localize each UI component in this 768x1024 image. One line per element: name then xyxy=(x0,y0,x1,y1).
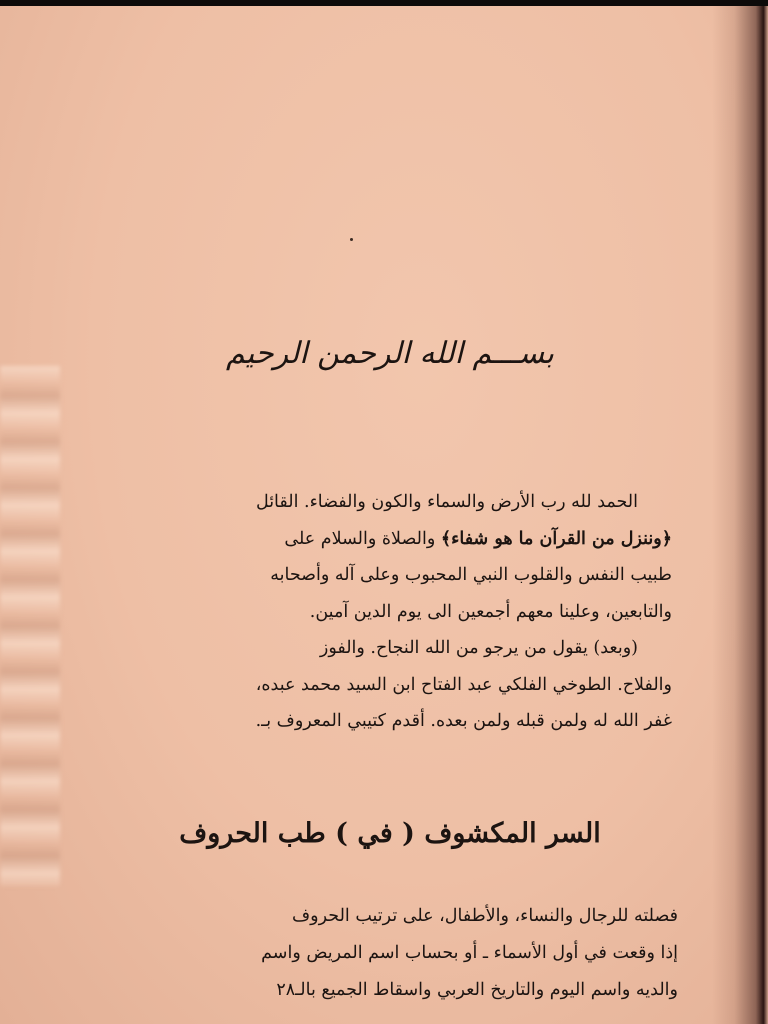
body-paragraph xyxy=(138,898,678,1009)
intro-line: (وبعد) يقول من يرجو من الله النجاح. والفوز xyxy=(319,638,638,658)
worn-page-edge xyxy=(0,366,60,886)
book-title: السر المكشوف ( في ) طب الحروف xyxy=(179,818,601,849)
intro-line: الحمد لله رب الأرض والسماء والكون والفضاء. القائل xyxy=(255,492,638,512)
intro-line-rest: والصلاة والسلام على xyxy=(284,528,441,549)
intro-line: غفر الله له ولمن قبله ولمن بعده. أقدم كتيبي المعروف بـ. xyxy=(255,711,672,731)
intro-paragraph xyxy=(132,484,672,740)
intro-line: طبيب النفس والقلوب النبي المحبوب وعلى آله وأصحابه xyxy=(270,565,672,585)
book-page xyxy=(0,6,768,1024)
basmala-heading: بســـم الله الرحمن الرحيم xyxy=(226,336,554,371)
book-binding-gutter xyxy=(712,6,768,1024)
quran-quote: ﴿وننزل من القرآن ما هو شفاء﴾ xyxy=(440,528,672,549)
body-line: إذا وقعت في أول الأسماء ـ أو بحساب اسم المريض واسم xyxy=(261,943,678,963)
page-speck xyxy=(350,238,353,241)
body-line: فصلته للرجال والنساء، والأطفال، على ترتيب الحروف xyxy=(292,906,678,926)
body-line: والديه واسم اليوم والتاريخ العربي واسقاط الجميع بالـ٢٨ xyxy=(276,980,678,1000)
intro-line: والتابعين، وعلينا معهم أجمعين الى يوم الدين آمين. xyxy=(309,601,672,622)
intro-line: والفلاح. الطوخي الفلكي عبد الفتاح ابن السيد محمد عبده، xyxy=(255,674,672,695)
intro-line xyxy=(132,521,672,558)
